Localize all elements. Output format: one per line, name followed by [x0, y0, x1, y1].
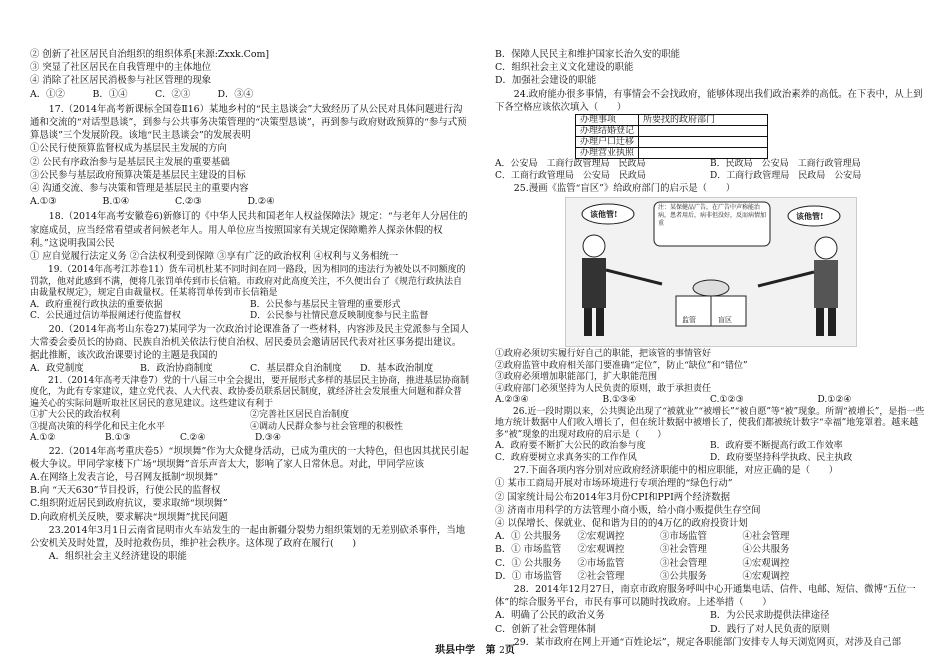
answer-a[interactable]: A．政府重视行政执法的重要依据 [30, 299, 163, 310]
answer-a[interactable]: A．明确了公民的政治义务 [495, 610, 605, 622]
page-number: 2 [499, 646, 505, 656]
cartoon-box-label-left: 监管 [682, 316, 696, 325]
answer-d[interactable]: D．工商行政管理局 民政局 公安局 [710, 170, 862, 181]
question-28: 28．2014年12月27日，南京市政府服务呼叫中心开通集电话、信件、电邮、短信、微博“五位一体”的综合服务平台，市民有事可以随时找政府。上述举措（ ） [495, 584, 916, 609]
option-line: ③政府必须增加职能部门，扩大职能范围 [495, 372, 658, 383]
table-header: 所要找的政府部门 [639, 115, 768, 126]
question-23: 23.2014年3月1日云南省昆明市火车站发生的一起由新疆分裂势力组织策划的无差别砍杀事件，当地公安机关及时处置，及时抢救伤员，维护社会秩序。这体现了政府在履行( ) [30, 524, 466, 549]
cartoon-box-label-right: 盲区 [718, 316, 732, 325]
answer-d[interactable]: D．公民参与社情民意反映制度参与民主监督 [250, 311, 429, 322]
answer-a[interactable]: A.在网络上发表言论，号召网友抵制“坝坝舞” [30, 471, 219, 483]
answer-d[interactable]: D.②④ [247, 196, 275, 208]
answer-c[interactable]: C.①②③ [710, 395, 744, 406]
answer-d[interactable]: D.①②④ [817, 395, 852, 406]
answer-b[interactable]: B.①④ [102, 196, 130, 208]
answer-part: ②宏观调控 [577, 531, 625, 543]
answer-a[interactable]: A.①② [30, 433, 56, 444]
cartoon-bubble-middle: 注：某保健品广告，在广告中声称能治病，患者用后，病非但没好，反而病情加重 [658, 204, 767, 228]
answer-part: C．① 公共服务 [495, 557, 562, 569]
option-line: ④政府部门必须坚持为人民负责的原则，敢于承担责任 [495, 383, 712, 394]
answer-b[interactable]: B．政府要不断提高行政工作效率 [710, 441, 843, 452]
answer-b[interactable]: B．政治协商制度 [140, 363, 213, 375]
question-25: 25.漫画《监管“盲区”》给政府部门的启示是（ ） [513, 183, 736, 195]
answer-b[interactable]: B．公民参与基层民主管理的重要形式 [250, 299, 401, 310]
page-label: 第 [485, 645, 496, 656]
answer-part: ②宏观调控 [577, 544, 625, 556]
option-line: ②完善社区居民自治制度 [250, 410, 350, 421]
option-row [30, 410, 470, 422]
answer-options [495, 441, 925, 453]
answer-b[interactable] [495, 543, 825, 556]
answer-part: ③市场监管 [660, 531, 707, 543]
answer-part: ④公共服务 [742, 544, 790, 556]
table-cell: 办理结婚登记 [576, 126, 639, 137]
question-21: 21.（2014年高考天津卷7）党的十八届三中全会提出，要开展形式多样的基层民主协商，推进基层协商制度化，为此有专家建议，建立党代表、人大代表、政协委员联系居民制度，就经济社会发展重大问题和群众普遍关心的实际问题听取社区居民的意见建议。这些建议有利于 [30, 375, 469, 409]
table-header: 办理事项 [576, 115, 639, 126]
option-line: ④ 沟通交流、参与决策和管理是基层民主的重要内容 [30, 183, 249, 195]
answer-b[interactable]: B．保障人民民主和维护国家长治久安的职能 [495, 49, 681, 60]
question-19: 19.（2014年高考江苏卷11）货车司机杜某不同时间在同一路段，因为相同的违法行为被处以不同额度的罚款，他对此感到不满，便将几张罚单传到市长信箱。市政府对此高度关注，不久便出台了《规范行政执法自由裁量权规定》，规定自由裁量权。任某将罚单传到市长信箱是 [30, 265, 466, 299]
answer-b[interactable]: B.向 “天天630”节目投诉，行使公民的监督权 [30, 485, 221, 497]
answer-options [495, 159, 925, 171]
answer-options [30, 433, 330, 445]
page-unit: 页 [504, 645, 515, 656]
answer-options [30, 88, 280, 101]
answer-part: ④社会管理 [742, 531, 790, 543]
option-line: ③提高决策的科学化和民主化水平 [30, 421, 166, 432]
answer-a[interactable] [495, 530, 825, 543]
answer-part: ②市场监管 [577, 557, 625, 569]
answer-options [495, 171, 925, 183]
question-18: 18.（2014年高考安徽卷6)新修订的《中华人民共和国老年人权益保障法》规定：“与老年人分居住的家庭成员，应当经常看望或者问候老年人。用人单位应当按照国家有关规定保障赡养人探亲休假的权利。”这说明我国公民 [30, 211, 468, 249]
question-27: 27.下面各项内容分别对应政府经济职能中的相应职能，对应正确的是（ ） [513, 465, 839, 477]
answer-d[interactable] [495, 570, 825, 583]
cartoon-bubble-right: 该他管! [796, 211, 824, 222]
option-line: ②政府监管中政府相关部门要准确“定位”，防止“缺位”和“错位” [495, 360, 748, 371]
option-line: ③ 济南市用科学的方法管理小商小贩，给小商小贩提供生存空间 [495, 504, 761, 516]
answer-options [30, 311, 470, 323]
answer-part: ③公共服务 [660, 570, 707, 582]
answer-options [30, 195, 320, 208]
right-column [495, 48, 925, 649]
question-20: 20.（2014年高考山东卷27)某同学为一次政治讨论课准备了一些材料，内容涉及民主党派参与全国人大常委会委员长的协商、民族自治机关依法行使自治权、居民委员会邀请居民代表对社区事务提出建议。据此推断，该次政治课要讨论的主题是我国的 [30, 323, 469, 362]
question-22: 22.（2014年高考重庆卷5）“坝坝舞”作为大众健身活动，已成为重庆的一大特色，但也因其扰民引起极大争议。甲同学家楼下广场“坝坝舞”音乐声音太大，影响了家人日常休息。对此，甲同学应该 [30, 445, 469, 470]
answer-c[interactable] [495, 557, 825, 570]
question-26: 26.近一段时期以来，公共舆论出现了“被就业”“被增长”“被自愿”等“被”现象。所谓“被增长”，是指一些地方统计数据中人们收入增长了，但在统计数据中被增长了，使我们都被统计数字“幸福”地笼罩着。越来越多“被”现象的出现对政府的启示是（ ） [495, 406, 925, 440]
answer-options [495, 453, 925, 465]
option-line: ④ 消除了社区居民消极参与社区管理的现象 [30, 75, 212, 87]
answer-part: ③社会管理 [660, 544, 707, 556]
answer-b[interactable]: B．为公民求助提供法律途径 [710, 610, 830, 622]
answer-d[interactable]: D．政府要坚持科学执政、民主执政 [710, 452, 853, 463]
answer-c[interactable]: C.组织附近居民到政府抗议，要求取缔“坝坝舞” [30, 498, 228, 510]
cartoon-bubble-left: 该他管! [590, 209, 618, 220]
answer-a[interactable]: A．组织社会主义经济建设的职能 [48, 551, 187, 563]
answer-c[interactable]: C．政府要树立求真务实的工作作风 [495, 452, 637, 463]
option-line: ③公民参与基层政府预算决策是基层民主建设的目标 [30, 169, 246, 181]
left-column [30, 48, 470, 563]
table-blank [639, 137, 768, 148]
question-29: 29．某市政府在网上开通“百姓论坛”，规定各职能部门安排专人每天浏览网页，对涉及自己部 [513, 636, 901, 648]
answer-part: D．① 市场监管 [495, 570, 562, 582]
department-table [575, 114, 768, 159]
answer-part: A．① 公共服务 [495, 531, 562, 543]
table-blank [639, 126, 768, 137]
answer-d[interactable]: D.③④ [255, 433, 281, 444]
answer-d[interactable]: D．践行了对人民负责的原则 [710, 623, 831, 635]
answer-a[interactable]: A.②③④ [495, 395, 529, 406]
option-line: ①政府必须切实履行好自己的职能，把该管的事情管好 [495, 349, 712, 360]
answer-part: ④宏观调控 [742, 570, 790, 582]
answer-a[interactable]: A.①③ [30, 196, 57, 208]
answer-d[interactable]: D．基本政治制度 [360, 363, 434, 375]
answer-options [495, 623, 925, 636]
answer-a[interactable]: A．政府要不断扩大公民的政治参与度 [495, 441, 646, 452]
cartoon-image [565, 197, 857, 347]
page-footer [0, 641, 950, 656]
answer-c[interactable]: C．创新了社会管理体制 [495, 623, 596, 635]
table-blank [639, 148, 768, 159]
answer-b[interactable]: B.①③④ [602, 395, 637, 406]
option-line: ② 创新了社区居民自治组织的组织体系[来源:Zxxk.Com] [30, 49, 270, 60]
answer-options [495, 609, 925, 622]
answer-a[interactable]: A．公安局 工商行政管理局 民政局 [495, 159, 646, 170]
answer-d[interactable]: D．③④ [217, 88, 254, 100]
option-line: ② 国家统计局公布2014年3月份CPI和PPI两个经济数据 [495, 491, 731, 503]
answer-b[interactable]: B．民政局 公安局 工商行政管理局 [710, 159, 861, 170]
table-cell: 办理户口迁移 [576, 137, 639, 148]
option-line: ③ 突显了社区居民在自我管理中的主体地位 [30, 62, 212, 74]
answer-options [495, 395, 925, 407]
answer-b[interactable]: B．①④ [92, 88, 128, 100]
answer-c[interactable]: C.②③ [175, 196, 202, 208]
answer-part: ④宏观调控 [742, 557, 790, 569]
answer-a[interactable]: A．①② [30, 88, 65, 100]
answer-c[interactable]: C．②③ [155, 88, 191, 100]
answer-b[interactable]: B.①③ [105, 433, 131, 444]
answer-c[interactable]: C．公民通过信访举报阐述行使监督权 [30, 311, 181, 322]
option-line: ①扩大公民的政治权利 [30, 410, 121, 421]
option-line: ④ 以保增长、保就业、促和谐为目的的4万亿的政府投资计划 [495, 518, 748, 530]
answer-c[interactable]: C．组织社会主义文化建设的职能 [495, 62, 634, 74]
option-row [30, 422, 470, 434]
answer-a[interactable]: A．政党制度 [30, 363, 84, 375]
option-line: ② 公民有序政治参与是基层民主发展的重要基础 [30, 156, 230, 168]
answer-c[interactable]: C．基层群众自治制度 [250, 363, 342, 375]
school-name: 珙县中学 [435, 645, 476, 656]
answer-d[interactable]: D．加强社会建设的职能 [495, 75, 597, 87]
option-line: ①公民行使预算监督权成为基层民主发展的方向 [30, 143, 227, 155]
option-line: ① 某市工商局开展对市场环境进行专项治理的“绿色行动” [495, 478, 733, 490]
option-line: ④调动人民群众参与社会管理的积极性 [250, 421, 404, 432]
answer-c[interactable]: C．工商行政管理局 公安局 民政局 [495, 170, 646, 181]
answer-part: B．① 市场监管 [495, 544, 562, 556]
answer-options [30, 362, 470, 375]
answer-part: ②社会管理 [577, 570, 625, 582]
option-line: ① 应自觉履行法定义务 ②合法权利受到保障 ③享有广泛的政治权利 ④权利与义务相统一 [30, 251, 399, 263]
answer-c[interactable]: C.②④ [180, 433, 206, 444]
question-17: 17.（2014年高考新课标全国卷Ⅱ16）某地乡村的“民主恳谈会”大致经历了从公民对具体问题进行沟通和交流的“对话型恳谈”，到参与公共事务决策管理的“决策型恳谈”，再到参与政府财政预算的“参与式预算恳谈”三个发展阶段。该地“民主恳谈会”的发展表明 [30, 103, 467, 142]
answer-part: ③社会管理 [660, 557, 707, 569]
answer-options [30, 300, 470, 312]
answer-d[interactable]: D.向政府机关反映，要求解决“坝坝舞”扰民问题 [30, 511, 228, 523]
table-cell: 办理营业执照 [576, 148, 639, 159]
question-24: 24.政府能办很多事情，有事情会不会找政府，能够体现出我们政治素养的高低。在下表中，从上到下各空格应该依次填入（ ） [495, 88, 923, 113]
